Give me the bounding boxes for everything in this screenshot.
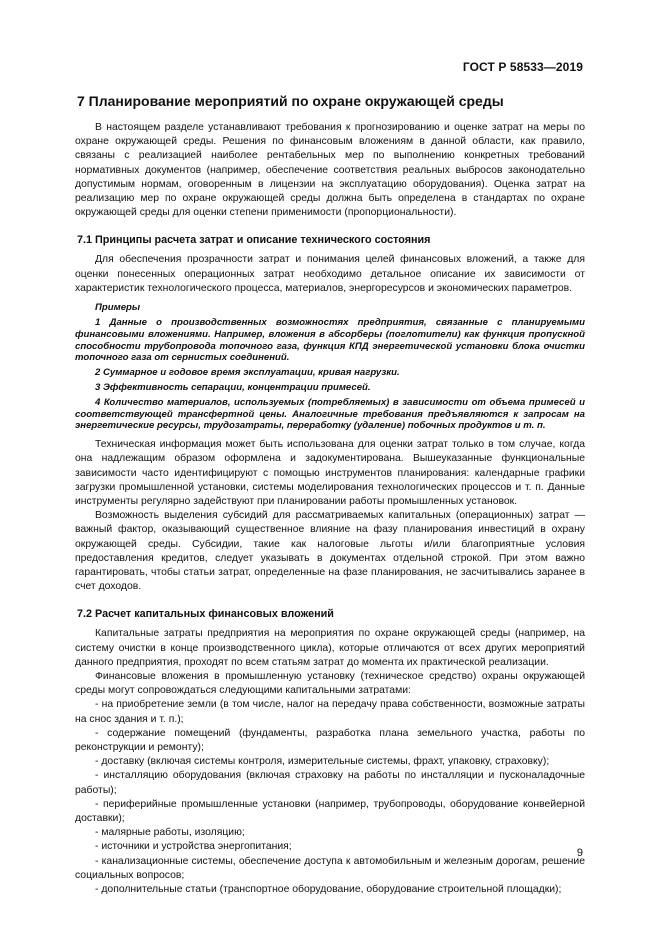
list-item: - на приобретение земли (в том числе, налог на передачу права собственности, возможные затраты на снос здания и т. п.); xyxy=(75,699,585,725)
section-7-title: 7 Планирование мероприятий по охране окружающей среды xyxy=(77,93,504,109)
examples-title: Примеры xyxy=(95,302,141,314)
list-item: - источники и устройства энергопитания; xyxy=(95,841,292,853)
list-item: - дополнительные статьи (транспортное оборудование, оборудование строительной площадки); xyxy=(95,884,562,896)
list-item: - периферийные промышленные установки (например, трубопроводы, оборудование конвейерной доставки); xyxy=(75,798,585,825)
example-item: 1 Данные о производственных возможностях предприятия, связанные с планируемыми финансовыми вложениями. Например, вложения в абсорберы (поглотители) как функция пропускной способности трубопровода топочного газа, функция КПД энергетической установки блока очистки топочного газа от сернистых соединений. xyxy=(75,317,585,364)
section-7-2-title: 7.2 Расчет капитальных финансовых вложений xyxy=(77,608,334,621)
page-number: 9 xyxy=(576,847,583,859)
example-item: 2 Суммарное и годовое время эксплуатации, кривая нагрузки. xyxy=(95,367,400,379)
list-item: - доставку (включая системы контроля, измерительные системы, фрахт, упаковку, страховку); xyxy=(95,756,550,768)
page-content xyxy=(75,90,585,897)
list-item: - канализационные системы, обеспечение доступа к автомобильным и железным дорогам, решение социальных вопросов; xyxy=(75,855,585,881)
list-item: - малярные работы, изоляцию; xyxy=(95,827,245,839)
section-7-1-title: 7.1 Принципы расчета затрат и описание технического состояния xyxy=(77,234,431,247)
standard-header: ГОСТ Р 58533—2019 xyxy=(462,60,583,74)
list-item: - инсталляцию оборудования (включая страховку на работы по инсталляции и пусконаладочные работы); xyxy=(75,770,585,796)
section-7-1-para-2: Техническая информация может быть использована для оценки затрат только в том случае, когда она надлежащим образом оформлена и задокументирована. Вышеуказанные функциональные зависимости часто идентифицируют с помощью инструментов планирования: календарные графики загрузки промышленной установки, системы моделирования технологических процессов и т. п. Данные инструменты регулярно задействуют при планировании работы промышленных установок. xyxy=(75,439,585,508)
list-item: - содержание помещений (фундаменты, разработка плана земельного участка, работы по реконструкции и ремонту); xyxy=(75,727,585,754)
example-item: 4 Количество материалов, используемых (потребляемых) в зависимости от объема примесей и соответствующей трансфертной цены. Аналогичные требования предъявляются к запросам на энергетические ресурсы, трудозатраты, переработку (удаление) побочных продуктов и т. п. xyxy=(75,396,585,432)
section-7-1-para-1: Для обеспечения прозрачности затрат и понимания целей финансовых вложений, а также для оценки понесенных операционных затрат необходимо детальное описание их зависимости от характеристик технологического процесса, материалов, энергоресурсов и экономических параметров. xyxy=(75,254,585,294)
example-item: 3 Эффективность сепарации, концентрации примесей. xyxy=(95,382,371,394)
section-7-intro: В настоящем разделе устанавливают требования к прогнозированию и оценке затрат на меры по охране окружающей среды. Решения по финансовым вложениям в данной области, как правило, связаны с реализацией наиболее рентабельных мер по выполнению конкретных требований нормативных документов (например, обеспечение соответствия реальных выбросов законодательно допустимым нормам, оговоренным в лицензии на эксплуатацию оборудования). Оценка затрат на реализацию мер по охране окружающей среды должна быть определена в стандартах по охране окружающей среды для оценки степени применимости (пропорциональности). xyxy=(75,122,585,219)
section-7-2-para-1: Капитальные затраты предприятия на мероприятия по охране окружающей среды (например, на систему очистки в конце производственного цикла), которые отличаются от всех других мероприятий данного предприятия, проходят по всем статьям затрат до момента их практической реализации. xyxy=(75,628,585,668)
section-7-2-para-2: Финансовые вложения в промышленную установку (техническое средство) охраны окружающей среды могут сопровождаться следующими капитальными затратами: xyxy=(75,671,585,697)
section-7-1-para-3: Возможность выделения субсидий для рассматриваемых капитальных (операционных) затрат — важный фактор, оказывающий существенное влияние на фазу планирования инвестиций в охрану окружающей среды. Субсидии, такие как налоговые льготы и/или благоприятные условия предоставления кредитов, следует указывать в документах отдельной строкой. При этом важно гарантировать, чтобы статьи затрат, определенные на фазе планирования, не засчитывались заранее в счет доходов. xyxy=(75,510,585,593)
